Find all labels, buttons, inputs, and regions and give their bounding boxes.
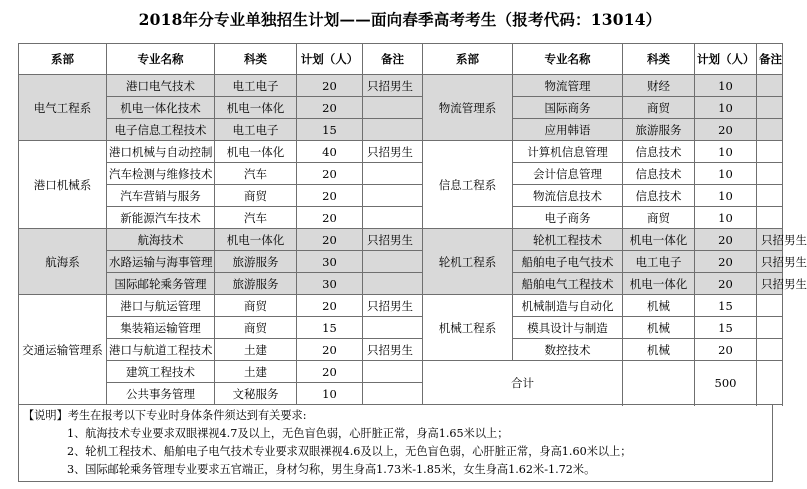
right-subject-cell: 机械 [623,339,695,361]
notes-box [18,404,773,482]
right-subject-cell: 信息技术 [623,163,695,185]
header-dept-right: 系部 [423,44,513,75]
left-plan-cell: 40 [297,141,363,163]
left-plan-cell: 20 [297,207,363,229]
right-plan-cell: 10 [695,141,757,163]
right-major-cell: 物流管理 [513,75,623,97]
left-major-cell: 汽车营销与服务 [107,185,215,207]
table-row [19,163,783,185]
left-major-cell: 国际邮轮乘务管理 [107,273,215,295]
left-subject-cell: 土建 [215,361,297,383]
table-row [19,185,783,207]
table-row [19,207,783,229]
left-plan-cell: 20 [297,163,363,185]
table-row [19,251,783,273]
right-plan-cell: 20 [695,119,757,141]
header-plan: 计划（人） [297,44,363,75]
right-plan-cell: 15 [695,317,757,339]
right-dept-cell: 轮机工程系 [423,229,513,295]
right-plan-cell: 20 [695,339,757,361]
header-remark-right: 备注 [757,44,783,75]
table-row [19,229,783,251]
left-plan-cell: 20 [297,229,363,251]
table-row [19,361,783,383]
right-plan-cell: 20 [695,251,757,273]
right-plan-cell: 20 [695,273,757,295]
header-plan-right: 计划（人） [695,44,757,75]
right-major-cell: 电子商务 [513,207,623,229]
right-major-cell: 轮机工程技术 [513,229,623,251]
right-major-cell: 模具设计与制造 [513,317,623,339]
left-plan-cell: 20 [297,75,363,97]
right-major-cell: 国际商务 [513,97,623,119]
right-dept-cell: 物流管理系 [423,75,513,141]
left-subject-cell: 汽车 [215,163,297,185]
right-subject-cell: 机电一体化 [623,229,695,251]
left-major-cell: 港口与航道工程技术 [107,339,215,361]
right-subject-cell: 商贸 [623,207,695,229]
left-subject-cell: 汽车 [215,207,297,229]
header-subject-right: 科类 [623,44,695,75]
header-row [19,44,783,75]
left-remark-cell [363,251,423,273]
right-plan-cell: 10 [695,185,757,207]
left-dept-cell: 航海系 [19,229,107,295]
right-plan-cell: 10 [695,207,757,229]
left-major-cell: 公共事务管理 [107,383,215,405]
header-remark: 备注 [363,44,423,75]
left-major-cell: 航海技术 [107,229,215,251]
left-plan-cell: 15 [297,119,363,141]
header-dept: 系部 [19,44,107,75]
right-major-cell: 机械制造与自动化 [513,295,623,317]
header-major-right: 专业名称 [513,44,623,75]
left-subject-cell: 机电一体化 [215,97,297,119]
right-major-cell: 物流信息技术 [513,185,623,207]
right-subject-cell: 机械 [623,317,695,339]
right-plan-cell: 15 [695,295,757,317]
table-row [19,339,783,361]
left-remark-cell [363,207,423,229]
header-subject: 科类 [215,44,297,75]
left-major-cell: 电子信息工程技术 [107,119,215,141]
right-plan-cell: 10 [695,97,757,119]
table-row [19,75,783,97]
left-major-cell: 港口电气技术 [107,75,215,97]
right-subject-cell: 机械 [623,295,695,317]
left-dept-cell: 电气工程系 [19,75,107,141]
left-subject-cell: 商贸 [215,295,297,317]
right-major-cell: 应用韩语 [513,119,623,141]
right-subject-cell: 信息技术 [623,185,695,207]
right-remark-cell [757,75,783,97]
total-value: 500 [695,361,757,405]
right-remark-cell [757,163,783,185]
left-subject-cell: 商贸 [215,317,297,339]
right-major-cell: 会计信息管理 [513,163,623,185]
left-remark-cell [363,273,423,295]
right-subject-cell: 旅游服务 [623,119,695,141]
left-subject-cell: 旅游服务 [215,273,297,295]
left-remark-cell: 只招男生 [363,229,423,251]
right-subject-cell: 财经 [623,75,695,97]
total-label: 合计 [423,361,623,405]
right-remark-cell [757,97,783,119]
left-major-cell: 集装箱运输管理 [107,317,215,339]
left-subject-cell: 商贸 [215,185,297,207]
left-major-cell: 港口与航运管理 [107,295,215,317]
enrollment-plan-table [18,43,807,405]
left-remark-cell: 只招男生 [363,75,423,97]
right-major-cell: 数控技术 [513,339,623,361]
left-plan-cell: 15 [297,317,363,339]
left-remark-cell: 只招男生 [363,141,423,163]
table-row [19,97,783,119]
left-major-cell: 汽车检测与维修技术 [107,163,215,185]
left-plan-cell: 20 [297,339,363,361]
right-subject-cell: 信息技术 [623,141,695,163]
right-remark-cell [757,317,783,339]
right-plan-cell: 10 [695,163,757,185]
left-subject-cell: 土建 [215,339,297,361]
table-row [19,295,783,317]
left-remark-cell [363,361,423,383]
left-remark-cell [363,317,423,339]
left-major-cell: 港口机械与自动控制 [107,141,215,163]
left-plan-cell: 20 [297,361,363,383]
notes-item: 1、航海技术专业要求双眼裸视4.7及以上，无色盲色弱，心肝脏正常，身高1.65米以上； [67,427,509,440]
right-remark-cell [757,339,783,361]
left-remark-cell [363,383,423,405]
total-blank [623,361,695,405]
right-plan-cell: 10 [695,75,757,97]
left-dept-cell: 交通运输管理系 [19,295,107,405]
right-dept-cell: 信息工程系 [423,141,513,229]
right-remark-cell [757,185,783,207]
right-remark-cell [757,141,783,163]
left-plan-cell: 10 [297,383,363,405]
left-remark-cell: 只招男生 [363,295,423,317]
left-subject-cell: 电工电子 [215,119,297,141]
left-major-cell: 机电一体化技术 [107,97,215,119]
notes-item: 3、国际邮轮乘务管理专业要求五官端正，身材匀称，男生身高1.73米-1.85米，女生身高1.62米-1.72米。 [67,463,596,476]
left-major-cell: 水路运输与海事管理 [107,251,215,273]
table-row [19,119,783,141]
left-subject-cell: 旅游服务 [215,251,297,273]
left-major-cell: 建筑工程技术 [107,361,215,383]
total-remark [757,361,783,405]
left-plan-cell: 20 [297,97,363,119]
right-plan-cell: 20 [695,229,757,251]
left-plan-cell: 20 [297,185,363,207]
page-title: 2018年分专业单独招生计划——面向春季高考考生（报考代码：13014） [138,10,662,29]
notes-lead: 【说明】考生在报考以下专业时身体条件须达到有关要求: [23,409,307,422]
right-subject-cell: 电工电子 [623,251,695,273]
left-remark-cell [363,97,423,119]
right-major-cell: 计算机信息管理 [513,141,623,163]
right-remark-cell: 只招男生 [757,229,783,251]
left-remark-cell [363,185,423,207]
table-row [19,273,783,295]
table-row [19,317,783,339]
left-remark-cell [363,163,423,185]
left-plan-cell: 20 [297,295,363,317]
left-remark-cell: 只招男生 [363,339,423,361]
right-major-cell: 船舶电气工程技术 [513,273,623,295]
table-row [19,141,783,163]
left-subject-cell: 机电一体化 [215,141,297,163]
left-dept-cell: 港口机械系 [19,141,107,229]
left-plan-cell: 30 [297,251,363,273]
right-remark-cell [757,119,783,141]
right-major-cell: 船舶电子电气技术 [513,251,623,273]
notes-item: 2、轮机工程技术、船舶电子电气技术专业要求双眼裸视4.6及以上，无色盲色弱，心肝脏正常，身高1.60米以上； [67,445,632,458]
right-remark-cell: 只招男生 [757,273,783,295]
right-remark-cell [757,295,783,317]
header-major: 专业名称 [107,44,215,75]
right-remark-cell: 只招男生 [757,251,783,273]
left-subject-cell: 电工电子 [215,75,297,97]
left-subject-cell: 文秘服务 [215,383,297,405]
right-subject-cell: 机电一体化 [623,273,695,295]
right-dept-cell: 机械工程系 [423,295,513,361]
right-remark-cell [757,207,783,229]
right-subject-cell: 商贸 [623,97,695,119]
left-subject-cell: 机电一体化 [215,229,297,251]
left-major-cell: 新能源汽车技术 [107,207,215,229]
left-plan-cell: 30 [297,273,363,295]
left-remark-cell [363,119,423,141]
